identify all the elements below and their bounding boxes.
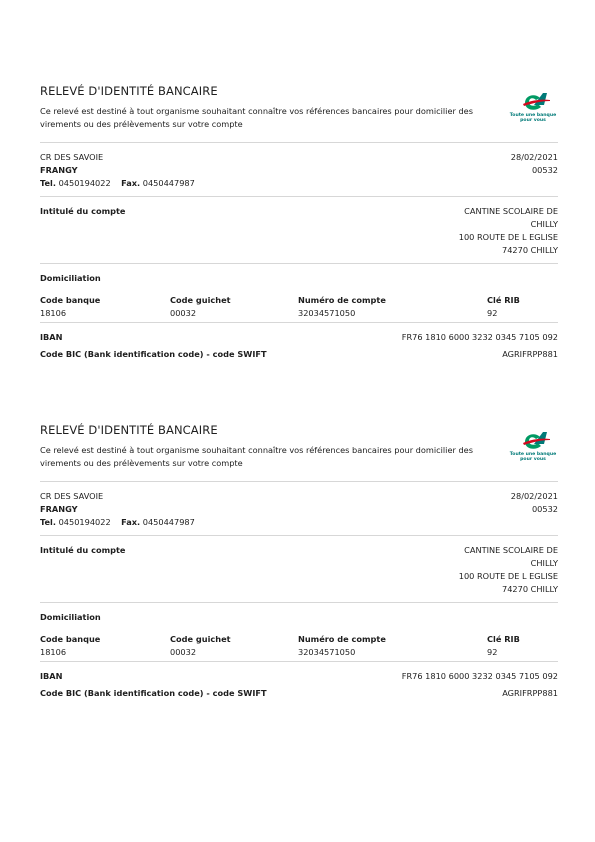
holder-line-4: 74270 CHILLY — [502, 245, 558, 255]
iban-value: FR76 1810 6000 3232 0345 7105 092 — [401, 671, 558, 681]
agency-name: CR DES SAVOIE — [40, 491, 104, 501]
holder-line-1: CANTINE SCOLAIRE DE — [464, 545, 558, 555]
agency-phones: Tel. 0450194022 Fax. 0450447987 — [40, 517, 195, 527]
logo-tagline: Toute une banque pour vous — [509, 113, 557, 123]
divider — [40, 196, 558, 197]
agency-code: 00532 — [531, 165, 558, 175]
bic-value: AGRIFRPP881 — [502, 349, 558, 359]
agency-name: CR DES SAVOIE — [40, 152, 104, 162]
rib-title: RELEVÉ D'IDENTITÉ BANCAIRE — [40, 84, 218, 98]
bic-label: Code BIC (Bank identification code) - code SWIFT — [40, 688, 267, 698]
domiciliation-label: Domiciliation — [40, 273, 101, 283]
holder-line-4: 74270 CHILLY — [502, 584, 558, 594]
divider — [40, 263, 558, 264]
bank-logo-icon — [508, 90, 558, 114]
iban-label: IBAN — [40, 671, 63, 681]
divider — [40, 481, 558, 482]
agency-city: FRANGY — [40, 165, 78, 175]
iban-label: IBAN — [40, 332, 63, 342]
rib-intro: Ce relevé est destiné à tout organisme souhaitant connaître vos références bancaires pour domicilier des virements ou des prélèvements sur votre compte — [40, 106, 473, 129]
cle-rib-label: Clé RIB — [487, 295, 520, 305]
credit-agricole-logo — [508, 429, 558, 467]
numero-compte-value: 32034571050 — [298, 647, 356, 657]
bic-value: AGRIFRPP881 — [502, 688, 558, 698]
holder-line-2: CHILLY — [530, 219, 558, 229]
agency-code: 00532 — [531, 504, 558, 514]
logo-tagline: Toute une banque pour vous — [509, 452, 557, 462]
holder-line-2: CHILLY — [530, 558, 558, 568]
code-guichet-value: 00032 — [170, 647, 197, 657]
holder-line-3: 100 ROUTE DE L EGLISE — [458, 571, 558, 581]
rib-date: 28/02/2021 — [510, 152, 558, 162]
agency-phones: Tel. 0450194022 Fax. 0450447987 — [40, 178, 195, 188]
bic-label: Code BIC (Bank identification code) - code SWIFT — [40, 349, 267, 359]
rib-title: RELEVÉ D'IDENTITÉ BANCAIRE — [40, 423, 218, 437]
numero-compte-label: Numéro de compte — [298, 295, 386, 305]
code-guichet-label: Code guichet — [170, 634, 231, 644]
account-title-label: Intitulé du compte — [40, 545, 126, 555]
numero-compte-value: 32034571050 — [298, 308, 356, 318]
numero-compte-label: Numéro de compte — [298, 634, 386, 644]
iban-value: FR76 1810 6000 3232 0345 7105 092 — [401, 332, 558, 342]
bank-logo-icon — [508, 429, 558, 453]
divider — [40, 661, 558, 662]
holder-line-1: CANTINE SCOLAIRE DE — [464, 206, 558, 216]
code-banque-label: Code banque — [40, 295, 101, 305]
divider — [40, 142, 558, 143]
rib-date: 28/02/2021 — [510, 491, 558, 501]
divider — [40, 535, 558, 536]
divider — [40, 602, 558, 603]
cle-rib-label: Clé RIB — [487, 634, 520, 644]
code-banque-label: Code banque — [40, 634, 101, 644]
domiciliation-label: Domiciliation — [40, 612, 101, 622]
code-banque-value: 18106 — [40, 308, 67, 318]
credit-agricole-logo — [508, 90, 558, 128]
rib-intro: Ce relevé est destiné à tout organisme souhaitant connaître vos références bancaires pour domicilier des virements ou des prélèvements sur votre compte — [40, 445, 473, 468]
cle-rib-value: 92 — [487, 647, 498, 657]
divider — [40, 322, 558, 323]
cle-rib-value: 92 — [487, 308, 498, 318]
account-title-label: Intitulé du compte — [40, 206, 126, 216]
agency-city: FRANGY — [40, 504, 78, 514]
holder-line-3: 100 ROUTE DE L EGLISE — [458, 232, 558, 242]
code-guichet-label: Code guichet — [170, 295, 231, 305]
code-guichet-value: 00032 — [170, 308, 197, 318]
code-banque-value: 18106 — [40, 647, 67, 657]
